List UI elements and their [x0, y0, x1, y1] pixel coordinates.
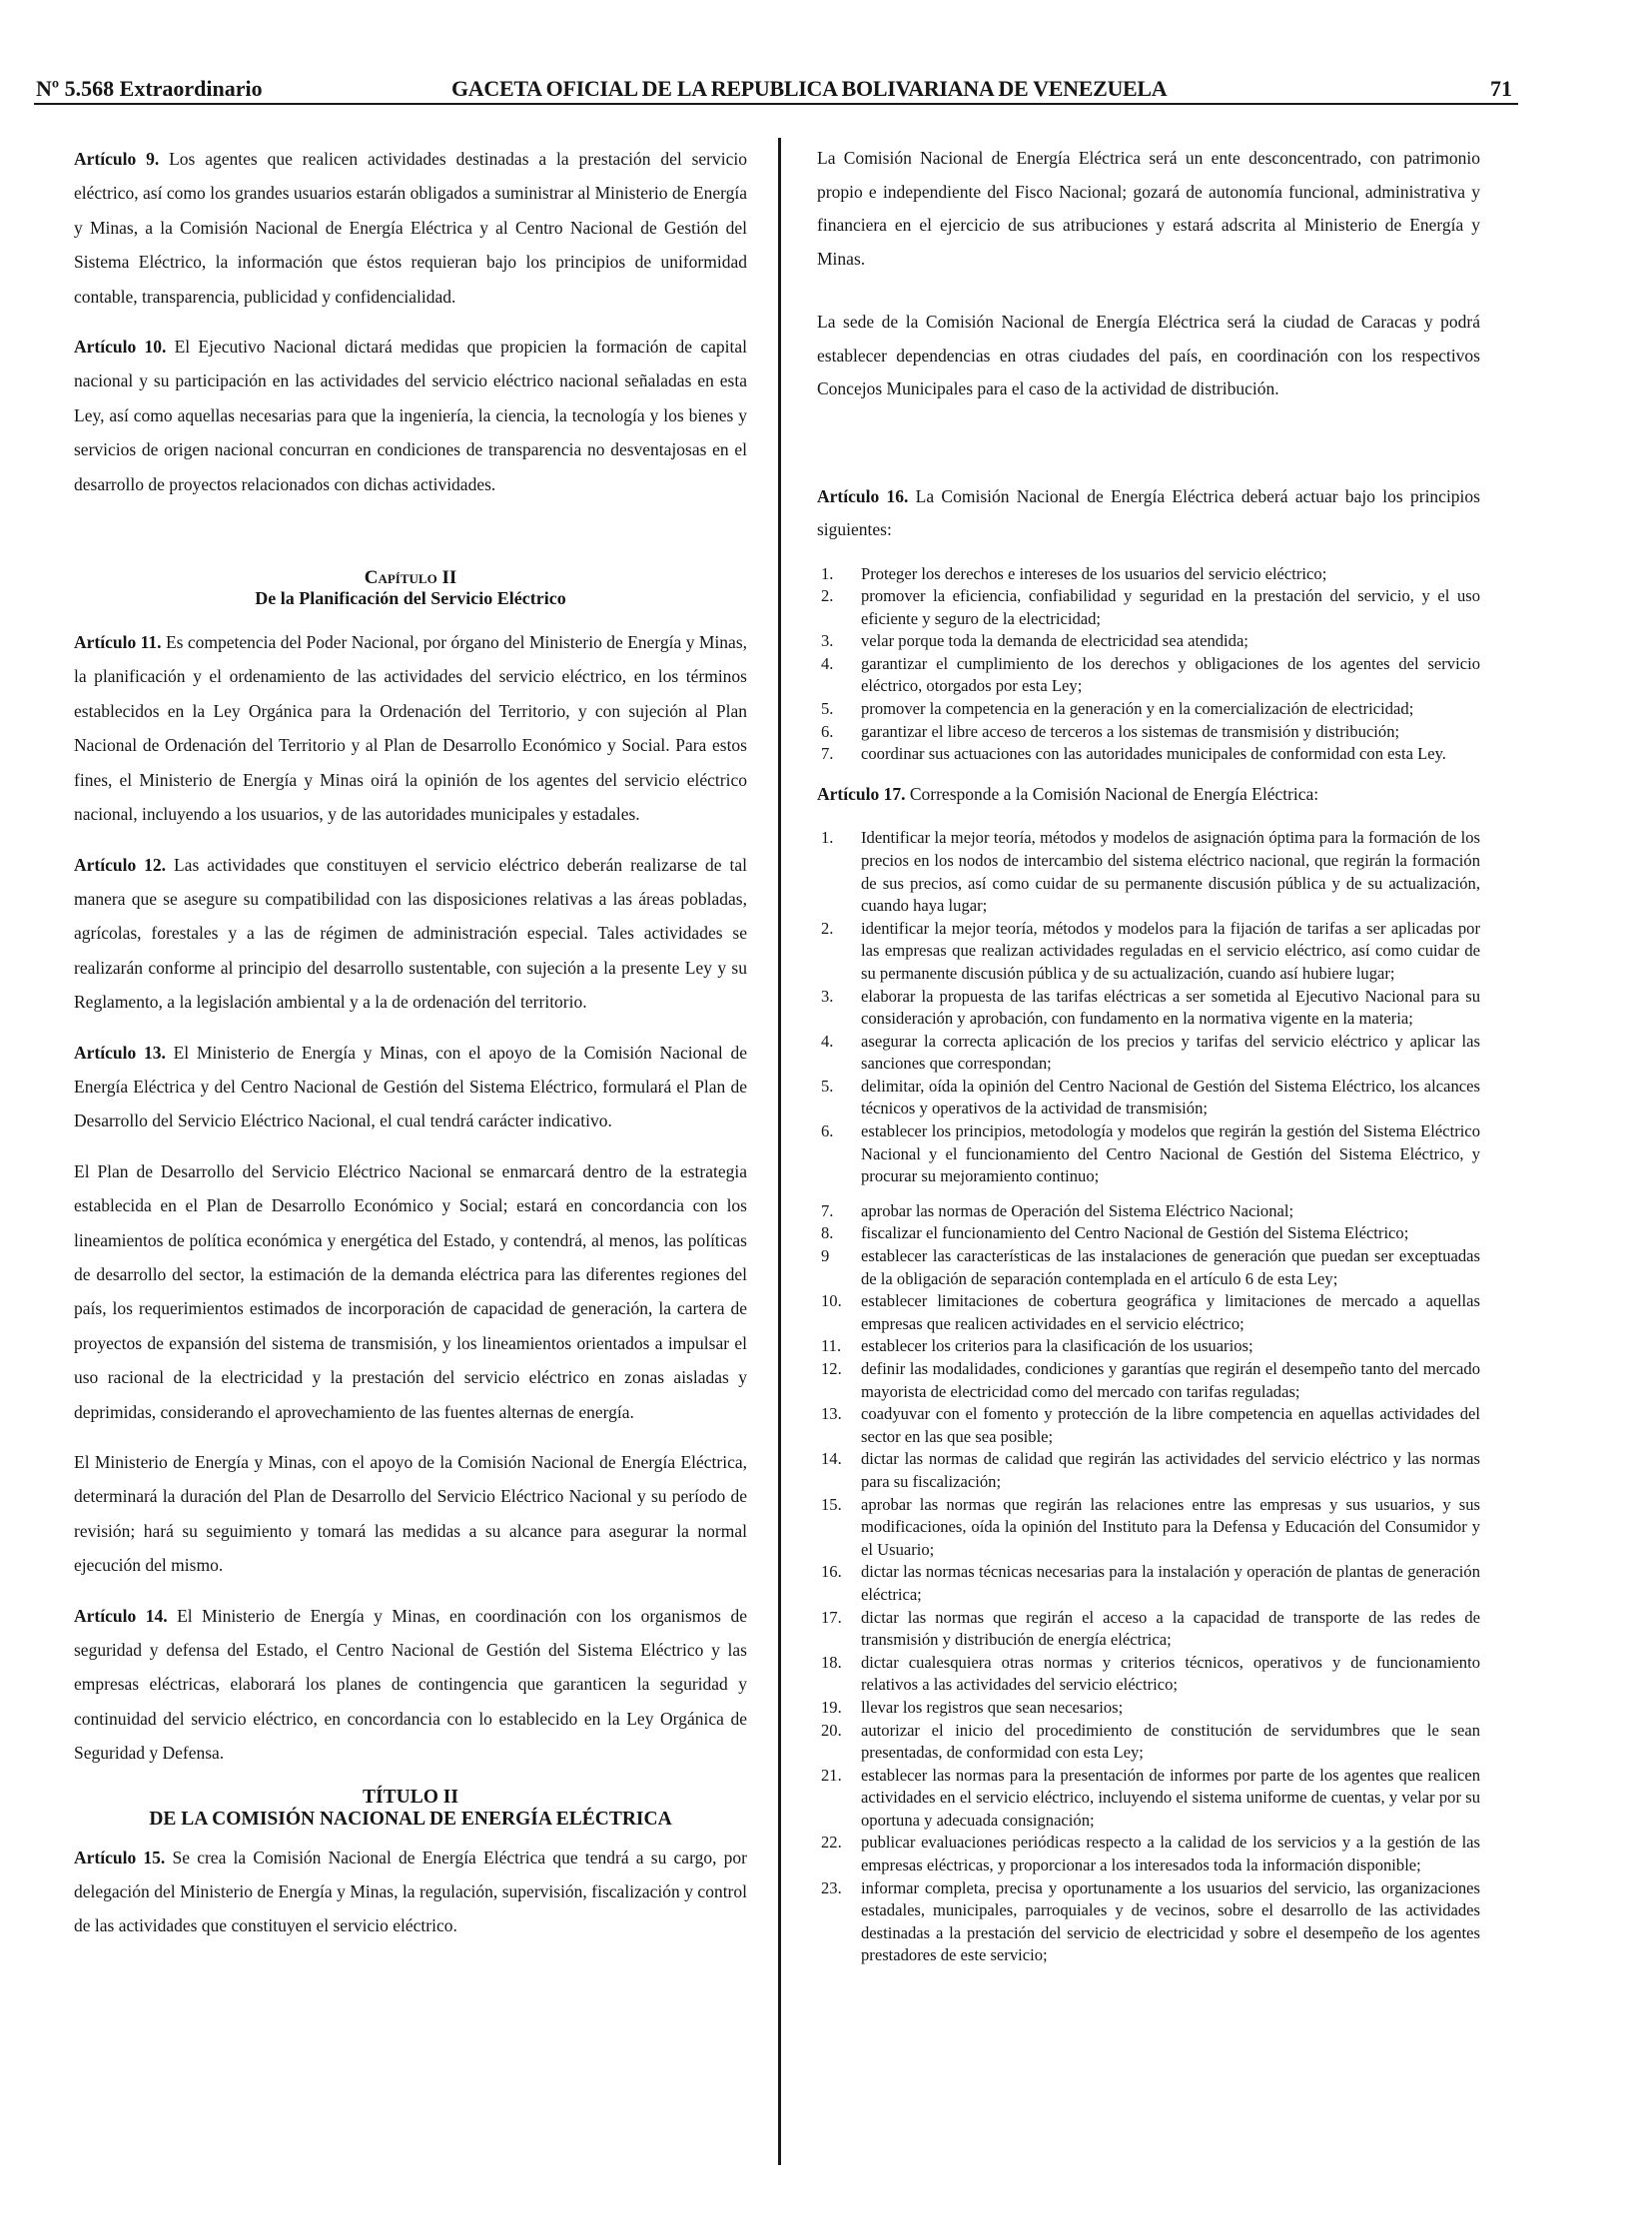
list-item-number: 22. — [821, 1833, 842, 1853]
chapter-title: De la Planificación del Servicio Eléctrico — [255, 588, 566, 609]
list-item-number: 23. — [821, 1877, 842, 1897]
list-item-number: 17. — [821, 1607, 842, 1627]
article-13-paragraph-2: El Plan de Desarrollo del Servicio Eléctrico Nacional se enmarcará dentro de la estrategia establecida en el Plan de Desarrollo Económico y Social; estará en concordancia con los lineamientos de política económica y energética del Estado, y contendrá, al menos, las políticas de desarrollo del sector, la estimación de la demanda eléctrica para las diferentes regiones del país, los requerimientos estimados de incorporación de capacidad de generación, la cartera de proyectos de expansión del sistema de transmisión, y los lineamientos orientados a impulsar el uso racional de la electricidad y la prestación del servicio eléctrico en zonas aisladas y deprimidas, considerando el aprovechamiento de las fuentes alternas de energía. — [74, 1160, 747, 1422]
list-item-number: 2. — [821, 586, 834, 606]
list-item-text: fiscalizar el funcionamiento del Centro Nacional de Gestión del Sistema Eléctrico; — [861, 1223, 1409, 1243]
article-text: Es competencia del Poder Nacional, por órgano del Ministerio de Energía y Minas, la planificación y el ordenamiento de las actividades del servicio eléctrico, en los términos establecidos en la Ley Orgánica para la Ordenación del Territorio, y con sujeción al Plan Nacional de Ordenación del Territorio y al Plan de Desarrollo Económico y Social. Para estos fines, el Ministerio de Energía y Minas oirá la opinión de los agentes del servicio eléctrico nacional, incluyendo a los usuarios, y de las autoridades municipales y estadales. — [74, 632, 748, 825]
list-item-number: 4. — [821, 653, 834, 673]
list-item — [817, 827, 1480, 917]
list-item — [817, 1697, 1480, 1720]
list-item-number: 15. — [821, 1494, 842, 1514]
list-item-number: 5. — [821, 1076, 834, 1096]
list-item — [817, 1245, 1480, 1290]
list-item-text: informar completa, precisa y oportunamente a los usuarios del servicio, las organizaciones estadales, municipales, parroquiales y de vecinos, sobre el desarrollo de las actividades destinadas a la prestación del servicio de electricidad y sobre el desempeño de los agentes prestadores de este servicio; — [861, 1877, 1480, 1965]
issue-number: Nº 5.568 Extraordinario — [36, 76, 263, 101]
page-number: 71 — [1490, 76, 1512, 101]
article-text: El Ministerio de Energía y Minas, en coordinación con los organismos de seguridad y defensa del Estado, el Centro Nacional de Gestión del Sistema Eléctrico y las empresas eléctricas, elaborará los planes de contingencia que garanticen la seguridad y continuidad del servicio eléctrico, en concordancia con lo establecido en la Ley Orgánica de Seguridad y Defensa. — [74, 1605, 747, 1764]
list-item-text: coadyuvar con el fomento y protección de la libre competencia en aquellas actividades del sector en las que sea posible; — [861, 1404, 1480, 1446]
list-item-text: autorizar el inicio del procedimiento de constitución de servidumbres que le sean presentadas, de conformidad con esta Ley; — [861, 1720, 1480, 1763]
article-label: Artículo 14. — [74, 1605, 168, 1626]
list-item-number: 10. — [821, 1291, 842, 1311]
title-text: DE LA COMISIÓN NACIONAL DE ENERGÍA ELÉCTRICA — [149, 1808, 672, 1830]
list-item-number: 2. — [821, 918, 834, 938]
list-item-text: establecer limitaciones de cobertura geográfica y limitaciones de mercado a aquellas empresas que realicen actividades en el servicio eléctrico; — [861, 1291, 1480, 1333]
list-item-text: dictar las normas de calidad que regirán las actividades del servicio eléctrico y las normas para su fiscalización; — [861, 1449, 1480, 1491]
list-item-number: 18. — [821, 1652, 842, 1672]
list-item-text: dictar cualesquiera otras normas y criterios técnicos, operativos y de funcionamiento relativos a las actividades del servicio eléctrico; — [861, 1652, 1480, 1695]
list-item-text: establecer los principios, metodología y modelos que regirán la gestión del Sistema Eléctrico Nacional y el funcionamiento del Centro Nacional de Gestión del Sistema Eléctrico, y procurar su mejoramiento continuo; — [861, 1121, 1480, 1186]
right-column — [817, 142, 1480, 1979]
list-item — [817, 1448, 1480, 1493]
article-17-list-continued — [817, 1200, 1480, 1967]
list-item — [817, 1358, 1480, 1403]
article-text: Se crea la Comisión Nacional de Energía Eléctrica que tendrá a su cargo, por delegación del Ministerio de Energía y Minas, la regulación, supervisión, fiscalización y control de las actividades que constituyen el servicio eléctrico. — [74, 1847, 747, 1936]
column-divider — [778, 138, 781, 2165]
list-item — [817, 1031, 1480, 1076]
list-item — [817, 1652, 1480, 1697]
article-text: El Ministerio de Energía y Minas, con el apoyo de la Comisión Nacional de Energía Eléctrica y del Centro Nacional de Gestión del Sistema Eléctrico, formulará el Plan de Desarrollo del Servicio Eléctrico Nacional, el cual tendrá carácter indicativo. — [74, 1042, 747, 1131]
list-item — [817, 563, 1480, 586]
list-item — [817, 1832, 1480, 1876]
article-9 — [74, 142, 747, 314]
article-16-list — [817, 563, 1480, 766]
list-item-number: 6. — [821, 721, 834, 741]
chapter-heading — [74, 567, 747, 609]
list-item-number: 1. — [821, 563, 834, 583]
list-item-text: promover la eficiencia, confiabilidad y seguridad en la prestación del servicio, y el uso eficiente y seguro de la electricidad; — [861, 586, 1480, 628]
article-label: Artículo 13. — [74, 1042, 166, 1063]
list-item-text: dictar las normas que regirán el acceso a la capacidad de transporte de las redes de transmisión y distribución de energía eléctrica; — [861, 1607, 1480, 1650]
list-item-text: velar porque toda la demanda de electricidad sea atendida; — [861, 631, 1248, 651]
list-item-number: 12. — [821, 1359, 842, 1378]
article-label: Artículo 10. — [74, 337, 167, 358]
list-item — [817, 1720, 1480, 1765]
title-heading — [74, 1787, 747, 1831]
article-text: El Ejecutivo Nacional dictará medidas que propicien la formación de capital nacional y su participación en las actividades del servicio eléctrico nacional señaladas en esta Ley, así como aquellas necesarias para que la ingeniería, la ciencia, la tecnología y los bienes y servicios de origen nacional concurran en condiciones de transparencia no desventajosas en el desarrollo de proyectos relacionados con dichas actividades. — [74, 337, 747, 494]
list-item-number: 14. — [821, 1449, 842, 1469]
list-item-number: 20. — [821, 1720, 842, 1740]
list-item-number: 5. — [821, 699, 834, 719]
list-item — [817, 1335, 1480, 1358]
list-item-text: Identificar la mejor teoría, métodos y modelos de asignación óptima para la formación de los precios en los nodos de intercambio del sistema eléctrico nacional, que regirán la formación de sus precios, así como cuidar de su permanente discusión pública y de su actualización, cuando haya lugar; — [861, 828, 1480, 916]
list-item — [817, 1561, 1480, 1606]
article-17 — [817, 778, 1480, 812]
list-item-text: asegurar la correcta aplicación de los precios y tarifas del servicio eléctrico y aplicar las sanciones que correspondan; — [861, 1031, 1480, 1074]
list-item-text: aprobar las normas de Operación del Sistema Eléctrico Nacional; — [861, 1200, 1294, 1220]
chapter-label: Capítulo II — [364, 567, 457, 589]
article-label: Artículo 15. — [74, 1847, 166, 1867]
list-item-number: 4. — [821, 1031, 834, 1051]
list-item — [817, 721, 1480, 744]
list-item-text: establecer las características de las instalaciones de generación que puedan ser exceptuadas de la obligación de separación contemplada en el artículo 6 de esta Ley; — [861, 1246, 1480, 1288]
list-item-text: delimitar, oída la opinión del Centro Nacional de Gestión del Sistema Eléctrico, los alcances técnicos y operativos de la actividad de transmisión; — [861, 1076, 1480, 1118]
list-item-text: aprobar las normas que regirán las relaciones entre las empresas y sus usuarios, y sus modificaciones, oída la opinión del Instituto para la Defensa y Educación del Consumidor y el Usuario; — [861, 1494, 1480, 1559]
list-item — [817, 1877, 1480, 1967]
list-item-text: establecer las normas para la presentación de informes por parte de los agentes que realicen actividades en el servicio eléctrico, incluyendo el sistema uniforme de cuentas, y velar por su oportuna y adecuada consignación; — [861, 1765, 1480, 1830]
article-11 — [74, 625, 747, 831]
article-15-paragraph-3: La sede de la Comisión Nacional de Energía Eléctrica será la ciudad de Caracas y podrá establecer dependencias en otras ciudades del país, en coordinación con los respectivos Concejos Municipales para el caso de la actividad de distribución. — [817, 312, 1480, 398]
list-item-text: dictar las normas técnicas necesarias para la instalación y operación de plantas de generación eléctrica; — [861, 1562, 1480, 1604]
list-item — [817, 1765, 1480, 1833]
list-item — [817, 1494, 1480, 1562]
list-item-number: 21. — [821, 1765, 842, 1785]
list-item-number: 7. — [821, 1200, 834, 1220]
list-item — [817, 1222, 1480, 1245]
list-item-number: 13. — [821, 1404, 842, 1424]
list-item — [817, 1403, 1480, 1448]
gazette-title: GACETA OFICIAL DE LA REPUBLICA BOLIVARIANA DE VENEZUELA — [451, 76, 1168, 101]
list-item — [817, 1607, 1480, 1652]
list-item — [817, 743, 1480, 766]
article-16 — [817, 480, 1480, 547]
list-item-number: 7. — [821, 744, 834, 764]
list-item-text: Proteger los derechos e intereses de los usuarios del servicio eléctrico; — [861, 563, 1327, 583]
page-header — [34, 72, 1518, 102]
list-item-text: llevar los registros que sean necesarios; — [861, 1697, 1124, 1717]
list-item-text: establecer los criterios para la clasificación de los usuarios; — [861, 1336, 1253, 1356]
list-item — [817, 653, 1480, 698]
article-text: La Comisión Nacional de Energía Eléctrica deberá actuar bajo los principios siguientes: — [817, 485, 1480, 539]
list-item-text: definir las modalidades, condiciones y garantías que regirán el desempeño tanto del mercado mayorista de electricidad como del mercado con tarifas reguladas; — [861, 1359, 1480, 1401]
article-13 — [74, 1036, 747, 1138]
list-item — [817, 986, 1480, 1031]
article-label: Artículo 11. — [74, 632, 162, 653]
list-item-number: 6. — [821, 1121, 834, 1141]
list-item — [817, 698, 1480, 721]
list-item-text: coordinar sus actuaciones con las autoridades municipales de conformidad con esta Ley. — [861, 744, 1446, 764]
list-item — [817, 1290, 1480, 1335]
article-text: Corresponde a la Comisión Nacional de Energía Eléctrica: — [909, 783, 1319, 804]
article-text: Las actividades que constituyen el servicio eléctrico deberán realizarse de tal manera que se asegure su compatibilidad con las disposiciones relativas a las áreas pobladas, agrícolas, forestales y a las de régimen de administración especial. Tales actividades se realizarán conforme al principio del desarrollo sustentable, con sujeción a la presente Ley y su Reglamento, a la legislación ambiental y a la de ordenación del territorio. — [74, 854, 748, 1013]
article-text: Los agentes que realicen actividades destinadas a la prestación del servicio eléctrico, así como los grandes usuarios estarán obligados a suministrar al Ministerio de Energía y Minas, a la Comisión Nacional de Energía Eléctrica y al Centro Nacional de Gestión del Sistema Eléctrico, la información que éstos requieran bajo los principios de uniformidad contable, transparencia, publicidad y confidencialidad. — [74, 149, 747, 307]
list-item-text: identificar la mejor teoría, métodos y modelos para la fijación de tarifas a ser aplicadas por las empresas que realizan actividades reguladas en el servicio eléctrico, así como cuidar de su permanente discusión pública y de su actualización, cuando así hubiere lugar; — [861, 918, 1480, 983]
list-item-number: 3. — [821, 986, 834, 1006]
list-item — [817, 1200, 1480, 1223]
list-item-number: 3. — [821, 631, 834, 651]
list-item-number: 19. — [821, 1697, 842, 1717]
list-item — [817, 630, 1480, 653]
list-item — [817, 918, 1480, 986]
article-15 — [74, 1841, 747, 1943]
list-item — [817, 1120, 1480, 1188]
list-item-number: 8. — [821, 1223, 834, 1243]
header-rule — [34, 103, 1518, 105]
list-item-text: garantizar el libre acceso de terceros a los sistemas de transmisión y distribución; — [861, 721, 1400, 741]
list-item-number: 16. — [821, 1562, 842, 1582]
list-item — [817, 1076, 1480, 1120]
article-15-paragraph-2: La Comisión Nacional de Energía Eléctrica será un ente desconcentrado, con patrimonio propio e independiente del Fisco Nacional; gozará de autonomía funcional, administrativa y financiera en el ejercicio de sus atribuciones y estará adscrita al Ministerio de Energía y Minas. — [817, 148, 1480, 269]
article-14 — [74, 1599, 747, 1771]
list-item-number: 9 — [821, 1246, 830, 1266]
list-item-text: elaborar la propuesta de las tarifas eléctricas a ser sometida al Ejecutivo Nacional para su consideración y aprobación, con fundamento en la normativa vigente en la materia; — [861, 986, 1480, 1029]
article-13-paragraph-3: El Ministerio de Energía y Minas, con el apoyo de la Comisión Nacional de Energía Eléctrica, determinará la duración del Plan de Desarrollo del Servicio Eléctrico Nacional y su período de revisión; hará su seguimiento y tomará las medidas a su alcance para asegurar la normal ejecución del mismo. — [74, 1452, 747, 1576]
list-item-number: 11. — [821, 1336, 842, 1356]
list-item-number: 1. — [821, 828, 834, 848]
list-item — [817, 585, 1480, 630]
list-item-text: garantizar el cumplimiento de los derechos y obligaciones de los agentes del servicio eléctrico, otorgados por esta Ley; — [861, 653, 1480, 696]
article-12 — [74, 848, 747, 1020]
title-label: TÍTULO II — [363, 1786, 458, 1808]
article-label: Artículo 12. — [74, 854, 167, 875]
article-10 — [74, 330, 747, 501]
left-column — [74, 142, 747, 1959]
list-item-text: promover la competencia en la generación y en la comercialización de electricidad; — [861, 699, 1414, 719]
article-label: Artículo 9. — [74, 149, 160, 169]
article-17-list — [817, 827, 1480, 1188]
article-label: Artículo 16. — [817, 485, 909, 506]
list-item-text: publicar evaluaciones periódicas respecto a la calidad de los servicios y a la gestión de las empresas eléctricas, y proporcionar a los interesados toda la información disponible; — [861, 1833, 1480, 1875]
article-label: Artículo 17. — [817, 783, 906, 804]
